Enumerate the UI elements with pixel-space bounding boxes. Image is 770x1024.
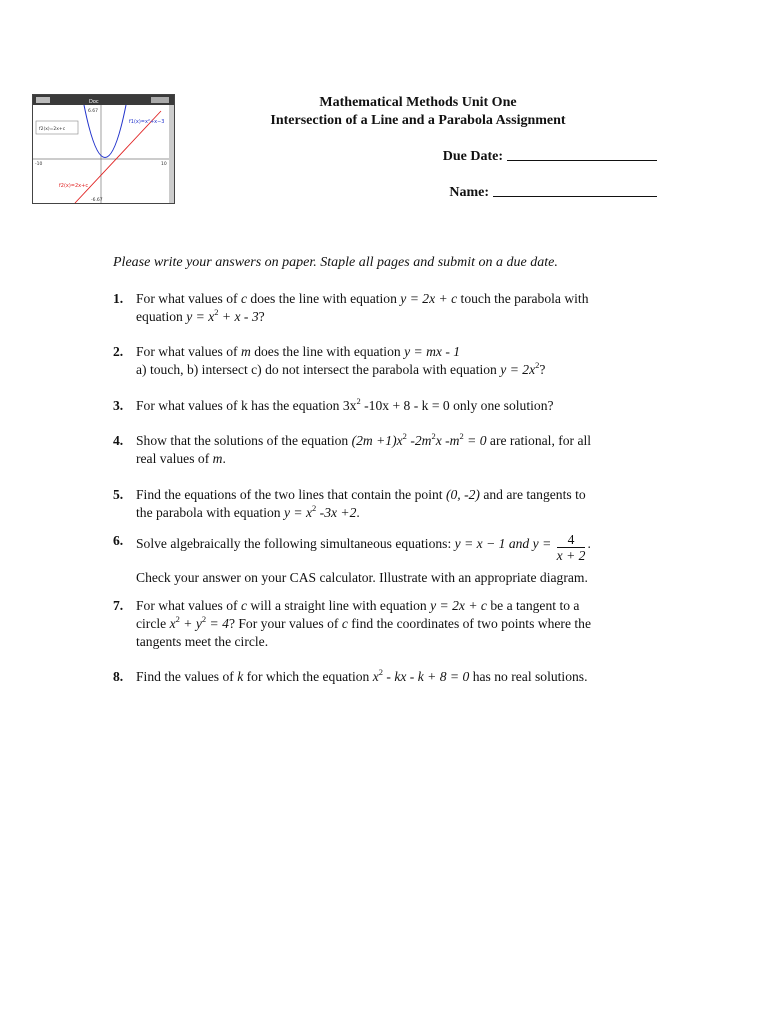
question-text: ? For your values of (228, 616, 342, 631)
question-number: 8. (113, 669, 124, 684)
question-text: Solve algebraically the following simultaneous equations: (136, 536, 455, 551)
question-text: 2 (378, 667, 384, 677)
calc-x-max: 10 (161, 162, 167, 167)
question-text: are rational, for all (486, 433, 592, 448)
name-field[interactable] (449, 184, 657, 201)
question-text: x + 2 (556, 548, 586, 563)
question-text: equation (136, 309, 187, 324)
question-text: y = x (186, 309, 215, 324)
question-text: . (587, 536, 591, 551)
question-number: 5. (113, 487, 124, 502)
question-4 (113, 432, 653, 468)
question-text: touch the parabola with (457, 291, 589, 306)
question-text: the parabola with equation (136, 505, 284, 520)
question-text: = 0 (463, 433, 487, 448)
instructions: Please write your answers on paper. Staple all pages and submit on a due date. (113, 255, 558, 270)
question-text: y = x − 1 and y = (454, 536, 555, 551)
name-blank[interactable] (493, 184, 657, 197)
due-date-blank[interactable] (507, 148, 657, 161)
question-text: find the coordinates of two points where the (347, 616, 591, 631)
question-text: real values of (136, 451, 213, 466)
question-text: will a straight line with equation (247, 598, 431, 613)
calc-entry-line: f2(x)=2x+c (39, 127, 66, 132)
question-text: y = x (283, 505, 313, 520)
question-body (136, 343, 653, 379)
question-text: m (240, 344, 251, 359)
question-text: 2 (312, 503, 317, 513)
question-text: . (222, 451, 226, 466)
due-date-field[interactable] (443, 148, 657, 165)
calc-top-bar: Doc (89, 99, 99, 105)
calc-f2-label: f2(x)=2x+c (59, 183, 89, 189)
question-body (136, 290, 653, 326)
question-text: tangents meet the circle. (136, 634, 269, 649)
question-text: - kx - k + 8 = 0 (383, 669, 470, 684)
question-line (136, 615, 653, 633)
question-8 (113, 668, 653, 686)
question-text: y = 2x + c (430, 598, 487, 613)
question-body (136, 486, 653, 522)
calc-y-max: 6.67 (88, 109, 99, 114)
calc-y-min: -6.67 (91, 198, 103, 203)
question-text: -10x + 8 - k = 0 only one solution? (360, 398, 554, 413)
question-number: 4. (113, 433, 124, 448)
question-text: For what values of (136, 344, 241, 359)
question-text: -2m (406, 433, 432, 448)
question-text: a) touch, b) intersect c) do not intersect the parabola with equation (136, 362, 501, 377)
question-text: -3x +2 (316, 505, 357, 520)
calc-f1-label: f1(x)=x²+x−3 (129, 119, 165, 125)
question-line (136, 450, 653, 468)
question-line (136, 504, 653, 522)
question-text: m (212, 451, 223, 466)
question-2 (113, 343, 653, 379)
question-text: Find the equations of the two lines that contain the point (136, 487, 446, 502)
question-number: 1. (113, 291, 124, 306)
question-line (136, 532, 653, 563)
question-text: = 4 (206, 616, 229, 631)
question-line (136, 308, 653, 326)
fraction (557, 532, 586, 563)
question-line (136, 486, 653, 504)
question-text: For what values of (136, 598, 241, 613)
question-text: x (169, 616, 176, 631)
question-text: c (240, 291, 248, 306)
question-number: 3. (113, 398, 124, 413)
question-text: for which the equation (243, 669, 373, 684)
question-number: 6. (113, 533, 124, 548)
question-line (136, 361, 653, 379)
question-text: 2 (535, 360, 540, 370)
question-line (136, 633, 653, 651)
question-text: y = 2x + c (400, 291, 458, 306)
question-body (136, 397, 653, 415)
question-text: 4 (557, 532, 586, 548)
question-text: 2 (402, 431, 407, 441)
question-line (136, 597, 653, 615)
title-line-2: Intersection of a Line and a Parabola Assignment (270, 113, 566, 128)
question-text: does the line with equation (247, 291, 401, 306)
question-line (136, 569, 653, 587)
question-body (136, 597, 653, 651)
question-text: (2m +1)x (351, 433, 403, 448)
question-text: + x - 3 (218, 309, 259, 324)
question-body (136, 532, 653, 587)
question-text: ? (539, 362, 546, 377)
calc-x-min: -10 (35, 162, 43, 167)
question-text: Check your answer on your CAS calculator. Illustrate with an appropriate diagram. (136, 570, 588, 585)
title-line-1: Mathematical Methods Unit One (319, 95, 517, 110)
question-line (136, 432, 653, 450)
question-number: 2. (113, 344, 124, 359)
question-7 (113, 597, 653, 651)
question-text: For what values of (136, 291, 241, 306)
question-text: . (356, 505, 360, 520)
question-line (136, 397, 653, 415)
question-1 (113, 290, 653, 326)
question-line (136, 290, 653, 308)
question-line (136, 343, 653, 361)
question-text: has no real solutions. (469, 669, 588, 684)
question-6 (113, 532, 653, 587)
question-text: c (341, 616, 348, 631)
question-text: circle (136, 616, 170, 631)
question-text: 2 (459, 431, 464, 441)
question-text: For what values of k has the equation 3x (136, 398, 357, 413)
question-text: c (240, 598, 248, 613)
question-text: ? (258, 309, 265, 324)
question-text: (0, -2) (445, 487, 480, 502)
question-text: y = mx - 1 (404, 344, 461, 359)
question-text: and are tangents to (479, 487, 586, 502)
graph-plot (33, 95, 174, 203)
question-text: Find the values of (136, 669, 238, 684)
question-text: 2 (214, 307, 219, 317)
question-body (136, 668, 653, 686)
question-text: x (372, 669, 379, 684)
question-text: 2 (201, 614, 207, 624)
question-body (136, 432, 653, 468)
question-text: k (237, 669, 244, 684)
question-text: 2 (175, 614, 180, 624)
question-text: does the line with equation (250, 344, 405, 359)
question-text: x -m (435, 433, 460, 448)
name-label: Name: (449, 185, 489, 200)
question-text: y = 2x (500, 362, 536, 377)
calculator-screenshot (32, 94, 175, 204)
question-number: 7. (113, 598, 124, 613)
question-5 (113, 486, 653, 522)
question-text: Show that the solutions of the equation (136, 433, 352, 448)
question-text: 2 (356, 396, 361, 406)
question-line (136, 668, 653, 686)
question-text: + y (179, 616, 202, 631)
due-date-label: Due Date: (442, 149, 503, 164)
question-text: be a tangent to a (486, 598, 580, 613)
question-3 (113, 397, 653, 415)
question-text: 2 (431, 431, 436, 441)
